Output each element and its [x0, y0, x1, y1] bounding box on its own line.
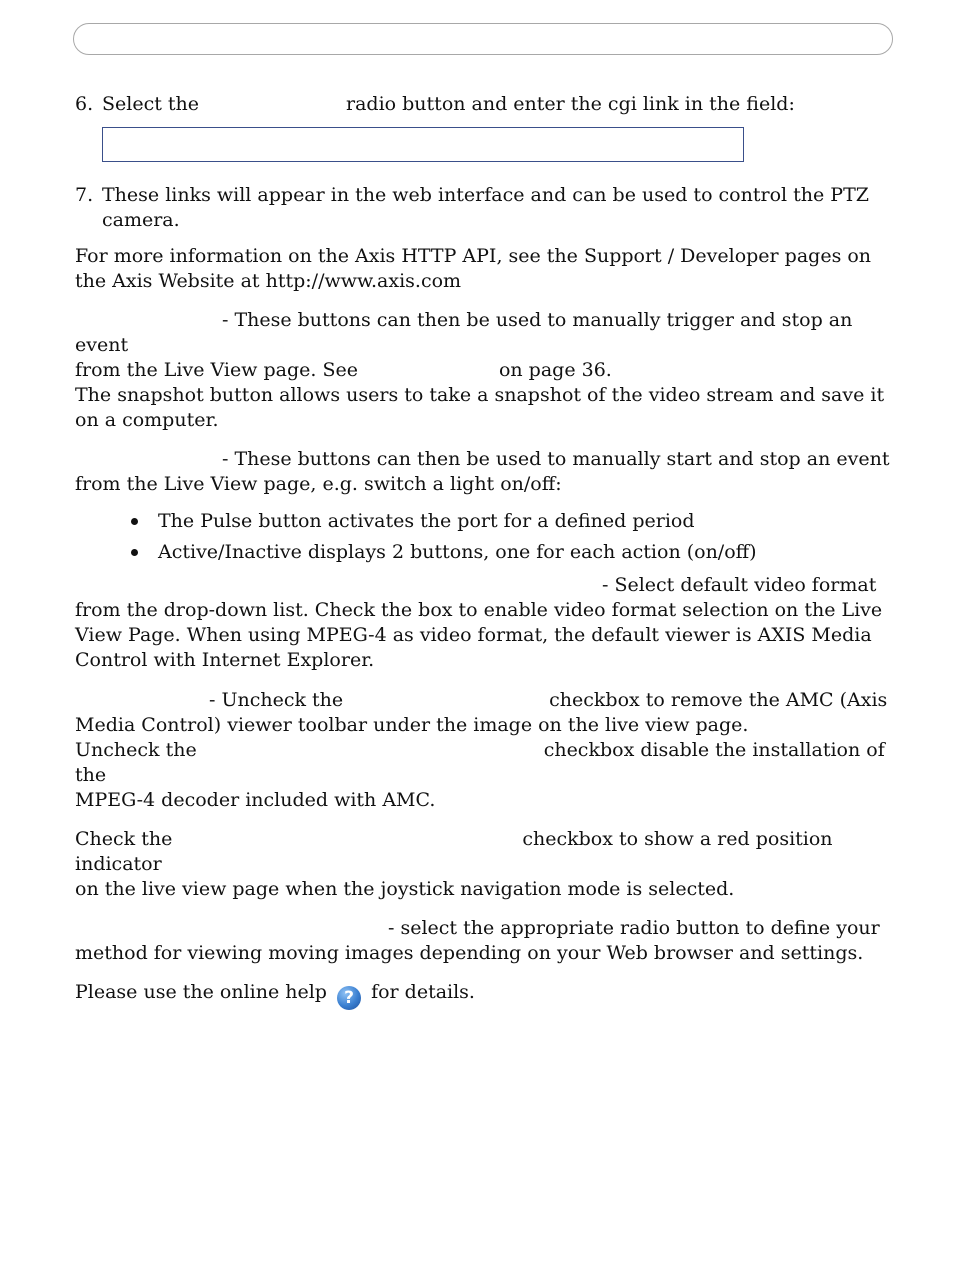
document-body — [75, 92, 895, 1008]
cgi-link-field — [102, 127, 744, 162]
bullet-icon — [131, 518, 138, 525]
video-format-line1: - Select default video format — [602, 574, 877, 596]
list-item: Active/Inactive displays 2 buttons, one for each action (on/off) — [131, 540, 895, 565]
step-number: 7. — [75, 184, 94, 206]
video-format-paragraph — [75, 573, 895, 673]
triggers-line2-before: from the Live View page. See — [75, 359, 358, 381]
output-buttons-text: - These buttons can then be used to manually start and stop an event from the Live View page, e.g. switch a light on/off: — [75, 448, 890, 495]
list-item: The Pulse button activates the port for a defined period — [131, 509, 895, 534]
triggers-line2-after: on page 36. — [498, 359, 612, 381]
step-6-text-after: radio button and enter the cgi link in the field: — [346, 93, 795, 115]
output-buttons-list — [75, 509, 895, 565]
triggers-paragraph — [75, 308, 895, 433]
help-paragraph: Please use the online help ? for details. — [75, 981, 475, 1008]
viewing-method-paragraph: - select the appropriate radio button to define your method for viewing moving images depending on your Web browser and settings. — [75, 917, 880, 964]
triggers-line1: - These buttons can then be used to manually trigger and stop an event — [75, 309, 853, 356]
step-7 — [75, 183, 895, 233]
triggers-line3: The snapshot button allows users to take a snapshot of the video stream and save it on a computer. — [75, 384, 885, 431]
step-6 — [75, 92, 895, 117]
position-indicator-paragraph: Check the checkbox to show a red position indicator on the live view page when the joystick navigation mode is selected. — [75, 828, 833, 900]
more-info-paragraph: For more information on the Axis HTTP API, see the Support / Developer pages on the Axis Website at http://www.axis.com — [75, 245, 872, 292]
header-bar — [73, 23, 893, 55]
bullet-icon — [131, 549, 138, 556]
step-7-text: These links will appear in the web interface and can be used to control the PTZ camera. — [102, 184, 869, 231]
help-icon[interactable]: ? — [337, 986, 361, 1010]
step-number: 6. — [75, 93, 94, 115]
video-format-rest: from the drop-down list. Check the box to enable video format selection on the Live View Page. When using MPEG-4 as video format, the default viewer is AXIS Media Control with Internet Explorer. — [75, 599, 883, 671]
viewer-paragraph: - Uncheck the checkbox to remove the AMC (Axis Media Control) viewer toolbar under the image on the live view page. Uncheck the checkbox disable the installation of the MPEG-4 decoder included with AMC. — [75, 689, 888, 811]
output-buttons-paragraph — [75, 447, 895, 497]
step-6-text-before: Select the — [102, 93, 200, 115]
